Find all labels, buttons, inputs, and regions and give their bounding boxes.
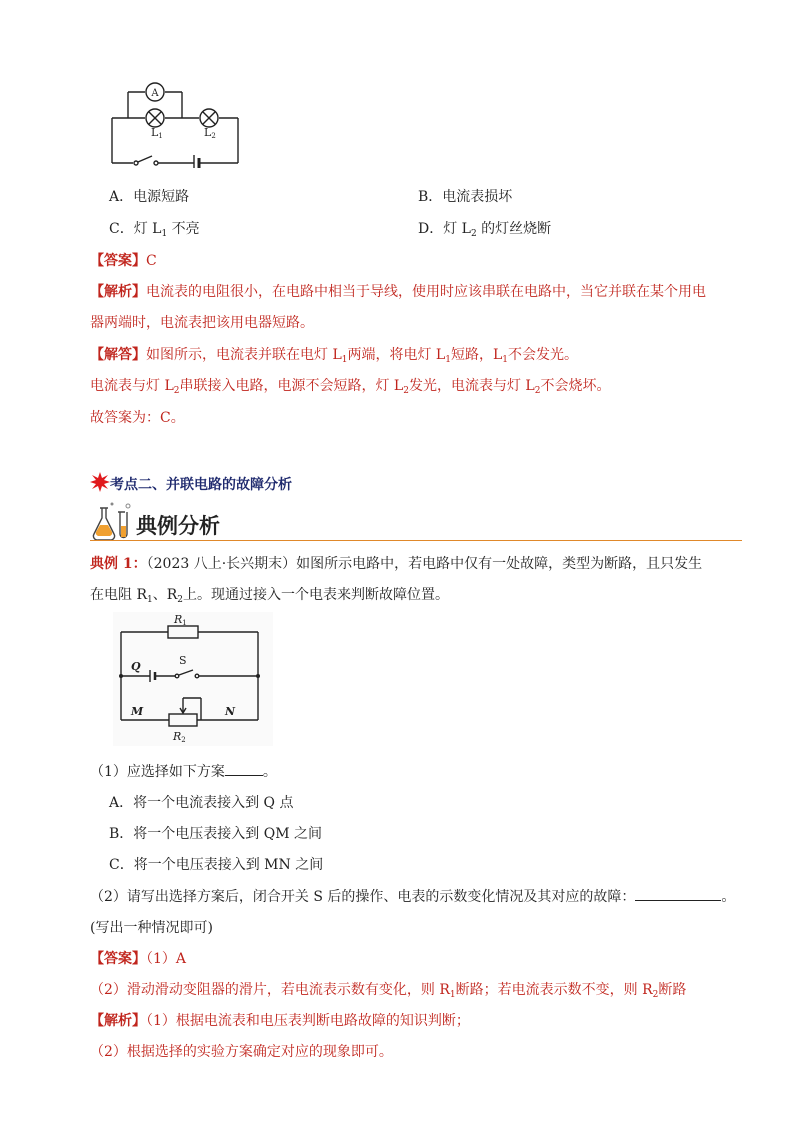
- answer-line: 【答案】C: [90, 253, 157, 269]
- option-c: C．灯 $L_1$ 不亮: [109, 221, 200, 239]
- example-heading: 典例分析: [136, 513, 220, 538]
- example-answer-line-1: 【答案】（1）A: [90, 951, 187, 967]
- star-burst-icon: [90, 472, 110, 492]
- answer-blank-2[interactable]: [635, 888, 721, 901]
- option-b: B．电流表损坏: [418, 189, 513, 205]
- svg-text:L2: L2: [204, 126, 216, 140]
- flask-icon: [90, 502, 134, 542]
- ammeter-label: A: [151, 88, 159, 99]
- svg-text:L1: L1: [151, 126, 163, 140]
- lamp-circuit-diagram: [100, 78, 250, 168]
- option-a: A．电源短路: [109, 189, 190, 205]
- part-1-question: （1）应选择如下方案 。: [90, 764, 277, 780]
- option-d: D．灯 $L_2$ 的灯丝烧断: [418, 221, 552, 239]
- solution-line-2: 电流表与灯 $L_2$串联接入电路，电源不会短路，灯 $L_2$发光，电流表与灯 $L_2$不会烧坏。: [90, 378, 611, 396]
- example-stem-line-1: 典例 1：（2023 八上·长兴期末）如图所示电路中，若电路中仅有一处故障，类型为断路，且只发生: [90, 556, 703, 572]
- svg-text:R1: R1: [174, 613, 187, 627]
- part-2-question: （2）请写出选择方案后，闭合开关 S 后的操作、电表的示数变化情况及其对应的故障： 。: [90, 889, 736, 905]
- analysis-line-2: 器两端时，电流表把该用电器短路。: [90, 315, 314, 331]
- example-option-c: C．将一个电压表接入到 MN 之间: [109, 857, 324, 873]
- conclusion-line: 故答案为：C。: [90, 410, 185, 426]
- example-analysis-line-1: 【解析】（1）根据电流表和电压表判断电路故障的知识判断；: [90, 1013, 470, 1029]
- analysis-line-1: 【解析】电流表的电阻很小，在电路中相当于导线，使用时应该串联在电路中，当它并联在某个用电: [90, 284, 706, 300]
- section-title: 考点二、并联电路的故障分析: [110, 477, 292, 493]
- svg-text:Q: Q: [131, 660, 141, 673]
- svg-text:M: M: [131, 705, 144, 718]
- example-analysis-line-2: （2）根据选择的实验方案确定对应的现象即可。: [90, 1044, 393, 1060]
- heading-divider: [90, 540, 742, 541]
- svg-text:N: N: [225, 705, 236, 718]
- example-option-b: B．将一个电压表接入到 QM 之间: [109, 826, 323, 842]
- example-answer-line-2: （2）滑动滑动变阻器的滑片，若电流表示数有变化，则 $R_1$断路；若电流表示数不变，则 $R_2$断路: [90, 982, 687, 1000]
- solution-line-1: 【解答】如图所示，电流表并联在电灯 $L_1$两端，将电灯 $L_1$短路，$L_1$不会发光。: [90, 347, 578, 365]
- answer-blank-1[interactable]: [225, 763, 263, 776]
- switch-symbol: [138, 156, 152, 162]
- svg-text:S: S: [179, 654, 187, 667]
- example-stem-line-2: 在电阻 $R_1$、$R_2$上。现通过接入一个电表来判断故障位置。: [90, 587, 450, 605]
- example-option-a: A．将一个电流表接入到 Q 点: [109, 795, 294, 811]
- resistor-circuit-diagram: [113, 612, 273, 746]
- svg-text:R2: R2: [173, 730, 186, 744]
- part-2-note: (写出一种情况即可): [90, 920, 213, 936]
